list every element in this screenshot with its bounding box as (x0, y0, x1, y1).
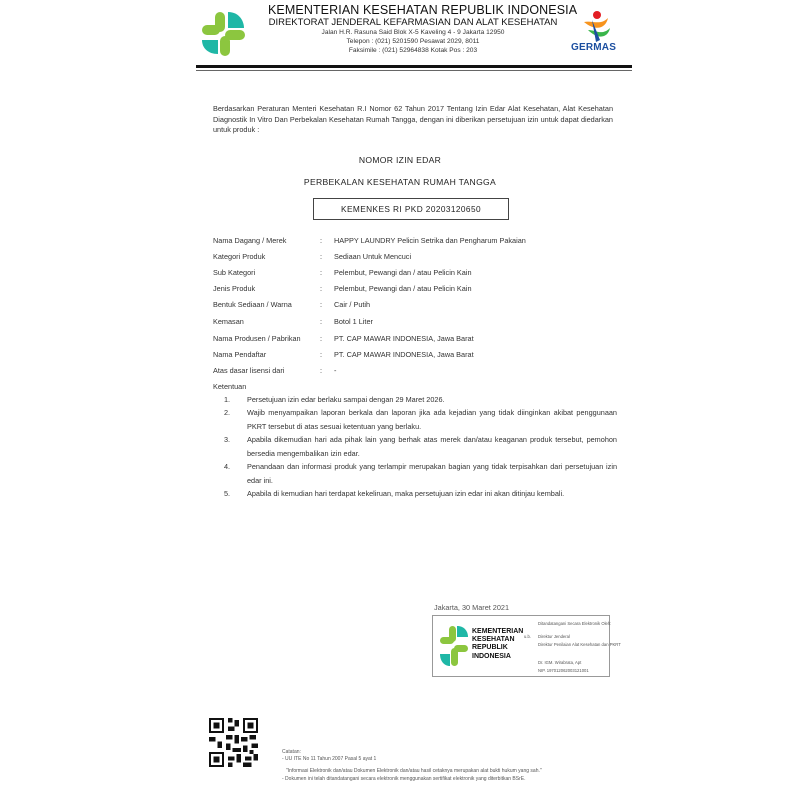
field-colon: : (320, 300, 323, 309)
field-value: HAPPY LAUNDRY Pelicin Setrika dan Pengharum Pakaian (334, 236, 526, 245)
field-value: Pelembut, Pewangi dan / atau Pelicin Kain (334, 268, 472, 277)
field-value: PT. CAP MAWAR INDONESIA, Jawa Barat (334, 350, 474, 359)
field-value: Pelembut, Pewangi dan / atau Pelicin Kain (334, 284, 472, 293)
ketentuan-number: 3. (224, 435, 231, 444)
ketentuan-text: Penandaan dan informasi produk yang terlampir merupakan bagian yang tidak terpisahkan dari persetujuan izin edar ini. (247, 462, 617, 485)
ketentuan-number: 2. (224, 408, 231, 417)
signature-org-name (472, 628, 523, 661)
permit-number: KEMENKES RI PKD 20203120650 (341, 204, 481, 214)
field-colon: : (320, 236, 323, 245)
field-colon: : (320, 268, 323, 277)
field-colon: : (320, 334, 323, 343)
signer-name: Dr. IGM. Wirabrata, Apt (538, 660, 582, 665)
letterhead-text (268, 3, 578, 55)
signature-place-date: Jakarta, 30 Maret 2021 (434, 603, 510, 612)
field-label: Sub Kategori (213, 268, 256, 277)
fax-line: Faksimile : (021) 52964838 Kotak Pos : 203 (348, 47, 478, 54)
field-colon: : (320, 366, 323, 375)
ketentuan-text: Apabila di kemudian hari terdapat kekeliruan, maka persetujuan izin edar ini akan ditinjau kembali. (247, 489, 565, 498)
ketentuan-number: 1. (224, 395, 231, 404)
field-label: Jenis Produk (213, 284, 256, 293)
field-value: Cair / Putih (334, 300, 371, 309)
ketentuan-number: 5. (224, 489, 231, 498)
org-line: KEMENTERIAN (472, 628, 524, 635)
field-label: Atas dasar lisensi dari (213, 366, 285, 375)
ministry-title: KEMENTERIAN KESEHATAN REPUBLIK INDONESIA (268, 3, 578, 17)
field-label: Nama Produsen / Pabrikan (213, 334, 301, 343)
intro-paragraph: Berdasarkan Peraturan Menteri Kesehatan R.I Nomor 62 Tahun 2017 Tentang Izin Edar Alat Kesehatan, Alat Kesehatan Diagnostik In Vitro Dan Perbekalan Kesehatan Rumah Tangga, dengan ini diberikan persetujuan izin untuk dapat diedarkan untuk produk : (213, 104, 613, 134)
document-category: PERBEKALAN KESEHATAN RUMAH TANGGA (303, 177, 497, 187)
ketentuan-number: 4. (224, 462, 231, 471)
document-title: NOMOR IZIN EDAR (358, 155, 442, 165)
germas-label: GERMAS (571, 42, 617, 53)
field-value: Sediaan Untuk Mencuci (334, 252, 412, 261)
footnote-line-1: - UU ITE No 11 Tahun 2007 Pasal 5 ayat 1 (282, 756, 377, 762)
ketentuan-heading: Ketentuan (213, 382, 247, 391)
field-colon: : (320, 284, 323, 293)
ketentuan-text: Persetujuan izin edar berlaku sampai dengan 29 Maret 2026. (247, 395, 445, 404)
phone-line: Telepon : (021) 5201590 Pesawat 2029, 8011 (346, 38, 480, 45)
field-label: Nama Pendaftar (213, 350, 267, 359)
footnote-line-2: "Informasi Elektronik dan/atau Dokumen Elektronik dan/atau hasil cetaknya merupakan alat bukti hukum yang sah." (286, 768, 542, 774)
field-value: Botol 1 Liter (334, 317, 373, 326)
header-divider (196, 65, 632, 68)
signer-position-2: Direktur Penilaian Alat Kesehatan dan PKRT (538, 642, 621, 647)
field-label: Bentuk Sediaan / Warna (213, 300, 292, 309)
header-divider-thin (196, 70, 632, 71)
permit-number-box (313, 198, 509, 220)
field-colon: : (320, 252, 323, 261)
org-line: REPUBLIK (472, 644, 508, 652)
signer-nip: NIP. 197012062003121001 (538, 668, 589, 673)
field-value: - (334, 366, 337, 375)
field-colon: : (320, 317, 323, 326)
footnote-line-3: - Dokumen ini telah ditandatangani secara elektronik menggunakan sertifikat elektronik yang diterbitkan BSrE. (282, 776, 526, 782)
org-line: INDONESIA (472, 652, 511, 660)
ketentuan-text: Apabila dikemudian hari ada pihak lain yang berhak atas merek dan/atau keaganan produk tersebut, pemohon bersedia mengembalikan izin edar. (247, 435, 617, 458)
signer-position-1: Direktur Jenderal (538, 634, 570, 639)
ketentuan-text: Wajib menyampaikan laporan berkala dan laporan jika ada kejadian yang tidak diinginkan akibat penggunaan PKRT tersebut di atas sesuai ketentuan yang berlaku. (247, 408, 617, 431)
address-line: Jalan H.R. Rasuna Said Blok X-5 Kaveling 4 - 9 Jakarta 12950 (321, 29, 505, 36)
field-label: Kemasan (213, 317, 244, 326)
field-colon: : (320, 350, 323, 359)
field-value: PT. CAP MAWAR INDONESIA, Jawa Barat (334, 334, 474, 343)
position-prefix: u.b. (524, 634, 531, 639)
kemenkes-seal-icon (438, 620, 470, 674)
field-label: Nama Dagang / Merek (213, 236, 287, 245)
field-label: Kategori Produk (213, 252, 266, 261)
kemenkes-logo-icon (198, 8, 250, 60)
signed-by-label: Ditandatangani Secara Elektronik Oleh: (538, 621, 612, 626)
org-line: KESEHATAN (472, 636, 515, 644)
directorate-title: DIREKTORAT JENDERAL KEFARMASIAN DAN ALAT KESEHATAN (268, 17, 558, 28)
qr-code-icon (207, 716, 260, 769)
footnote-title: Catatan: (282, 749, 301, 755)
